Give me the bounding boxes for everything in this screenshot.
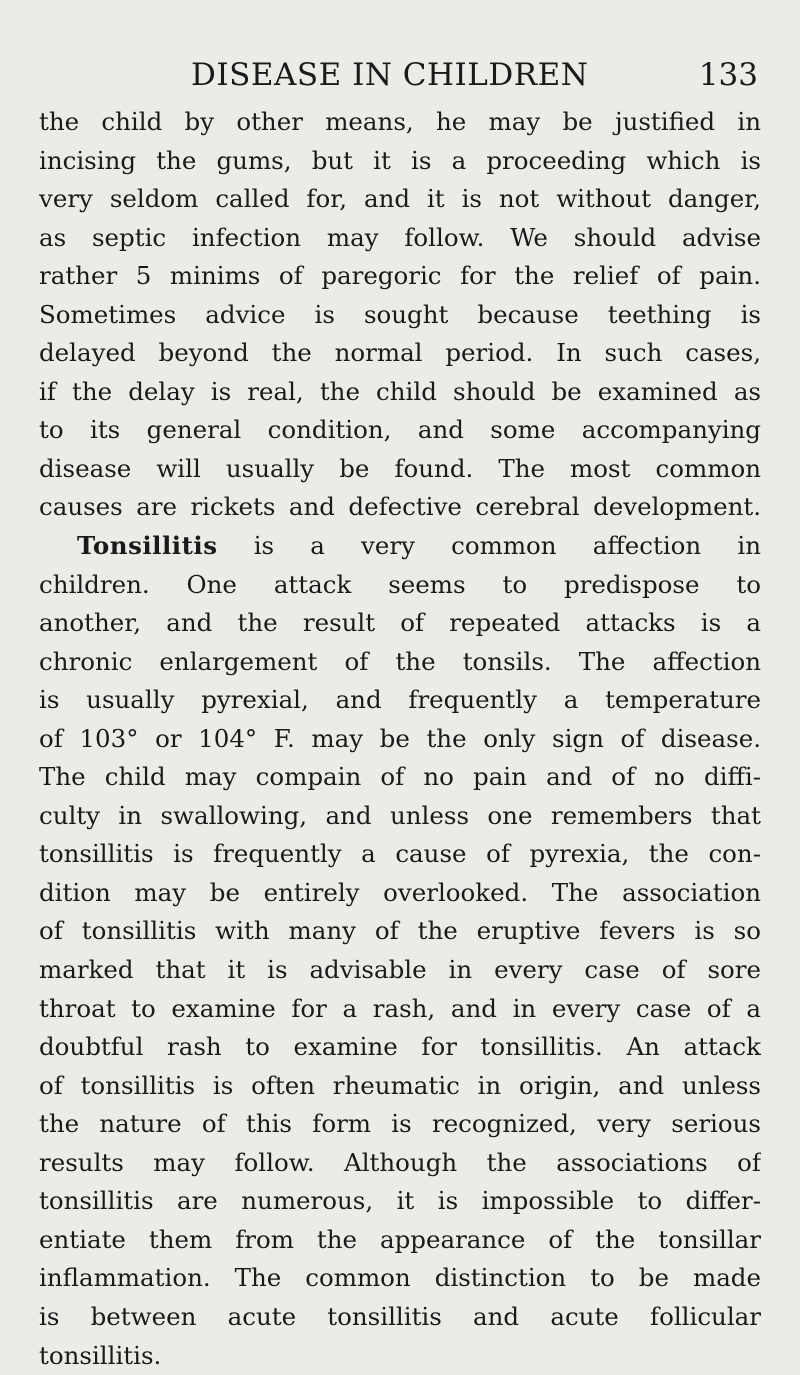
text-line: tonsillitis are numerous, it is impossible to differ- — [39, 1182, 761, 1221]
text-line: children. One attack seems to predispose to — [39, 566, 761, 605]
text-line: is usually pyrexial, and frequently a temperature — [39, 681, 761, 720]
text-line: chronic enlargement of the tonsils. The affection — [39, 643, 761, 682]
text-line: dition may be entirely overlooked. The association — [39, 874, 761, 913]
paragraph-start-line — [39, 527, 761, 566]
text-line: marked that it is advisable in every case of sore — [39, 951, 761, 990]
text-line: delayed beyond the normal period. In such cases, — [39, 334, 761, 373]
text-line: The child may compain of no pain and of no diffi- — [39, 758, 761, 797]
text-line: culty in swallowing, and unless one remembers that — [39, 797, 761, 836]
running-title: DISEASE IN CHILDREN — [191, 50, 588, 100]
text-line: another, and the result of repeated attacks is a — [39, 604, 761, 643]
text-line: of tonsillitis with many of the eruptive fevers is so — [39, 912, 761, 951]
text-line: causes are rickets and defective cerebral development. — [39, 488, 761, 527]
text-line: as septic infection may follow. We should advise — [39, 219, 761, 258]
text-line: tonsillitis is frequently a cause of pyrexia, the con- — [39, 835, 761, 874]
text-line: incising the gums, but it is a proceeding which is — [39, 142, 761, 181]
text-line: of 103° or 104° F. may be the only sign of disease. — [39, 720, 761, 759]
text-line: throat to examine for a rash, and in every case of a — [39, 990, 761, 1029]
text-line: to its general condition, and some accompanying — [39, 411, 761, 450]
text-line: very seldom called for, and it is not without danger, — [39, 180, 761, 219]
text-line: entiate them from the appearance of the tonsillar — [39, 1221, 761, 1260]
text-line: doubtful rash to examine for tonsillitis. An attack — [39, 1028, 761, 1067]
body-text — [39, 103, 761, 1375]
text-line: Sometimes advice is sought because teething is — [39, 296, 761, 335]
text-line: results may follow. Although the associations of — [39, 1144, 761, 1183]
text-line: the child by other means, he may be justified in — [39, 103, 761, 142]
text-line: if the delay is real, the child should be examined as — [39, 373, 761, 412]
running-head — [40, 50, 760, 100]
text-line: rather 5 minims of paregoric for the relief of pain. — [39, 257, 761, 296]
text-line-remainder: is a very common affection in — [218, 531, 761, 560]
text-line: disease will usually be found. The most common — [39, 450, 761, 489]
text-line: of tonsillitis is often rheumatic in origin, and unless — [39, 1067, 761, 1106]
section-keyword: Tonsillitis — [77, 531, 218, 560]
text-line: is between acute tonsillitis and acute follicular — [39, 1298, 761, 1337]
page-number: 133 — [699, 50, 758, 100]
text-line: inflammation. The common distinction to be made — [39, 1259, 761, 1298]
text-line: the nature of this form is recognized, very serious — [39, 1105, 761, 1144]
paragraph-end-line: tonsillitis. — [39, 1337, 761, 1375]
